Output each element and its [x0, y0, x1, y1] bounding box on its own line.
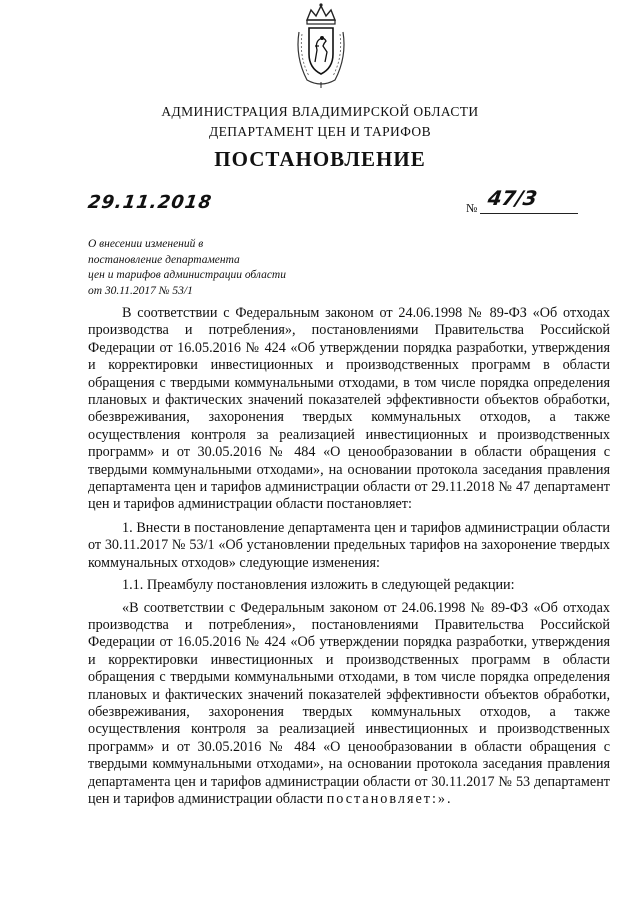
- document-number: 47/3: [486, 186, 539, 210]
- subject-block: [88, 237, 348, 299]
- new-preamble-paragraph: [88, 600, 610, 809]
- subject-line: О внесении изменений в: [88, 238, 204, 250]
- org-name-line2: ДЕПАРТАМЕНТ ЦЕН И ТАРИФОВ: [209, 124, 431, 139]
- subject-line: цен и тарифов администрации области: [88, 269, 286, 282]
- new-preamble-text: «В соответствии с Федеральным законом от 24.06.1998 № 89-ФЗ «Об отходах производства и потребления», постановлениями Правительства Российской Федерации от 16.05.2016 № 424 «Об утверждении порядка разработки, утверждения и корректировки инвестиционных и производственных программ в области обращения с твердыми коммунальными отходами, в том числе порядка определения плановых и фактических значений показателей эффективности объектов обработки, обезвреживания, захоронения твердых коммунальных отходов, а также осуществления контроля за реализацией инвестиционных и производственных программ» и от 30.05.2016 № 484 «О ценообразовании в области обращения с твердыми коммунальными отходами», на основании протокола заседания правления департамента цен и тарифов администрации области от 30.11.2017 № 53 департамент цен и тарифов администрации области: [88, 599, 610, 807]
- document-title: ПОСТАНОВЛЕНИЕ: [214, 147, 426, 171]
- org-name-line1: АДМИНИСТРАЦИЯ ВЛАДИМИРСКОЙ ОБЛАСТИ: [161, 104, 479, 119]
- clause-1-1: 1.1. Преамбулу постановления изложить в следующей редакции:: [122, 577, 515, 594]
- document-date: 29.11.2018: [86, 192, 214, 213]
- number-label: №: [466, 201, 478, 215]
- subject-line: от 30.11.2017 № 53/1: [88, 284, 193, 297]
- preamble-paragraph: В соответствии с Федеральным законом от 24.06.1998 № 89-ФЗ «Об отходах производства и потребления», постановлениями Правительства Российской Федерации от 16.05.2016 № 424 «Об утверждении порядка разработки, утверждения и корректировки инвестиционных и производственных программ в области обращения с твердыми коммунальными отходами, в том числе порядка определения плановых и фактических значений показателей эффективности объектов обработки, обезвреживания, захоронения твердых коммунальных отходов, а также осуществления контроля за реализацией инвестиционных и производственных программ» и от 30.05.2016 № 484 «О ценообразовании в области обращения с твердыми коммунальными отходами», на основании протокола заседания правления департамента цен и тарифов администрации области от 29.11.2018 № 47 департамент цен и тарифов администрации области постановляет:: [88, 305, 610, 513]
- clause-1: 1. Внести в постановление департамента цен и тарифов администрации области от 30.11.2017 № 53/1 «Об установлении предельных тарифов на захоронение твердых коммунальных отходов» следующие изменения:: [88, 519, 610, 571]
- document-body: [88, 305, 610, 814]
- number-underline: [480, 213, 578, 214]
- coat-of-arms-icon: [293, 2, 349, 90]
- subject-line: постановление департамента: [88, 253, 240, 266]
- resolves-word: постановляет:».: [326, 790, 453, 807]
